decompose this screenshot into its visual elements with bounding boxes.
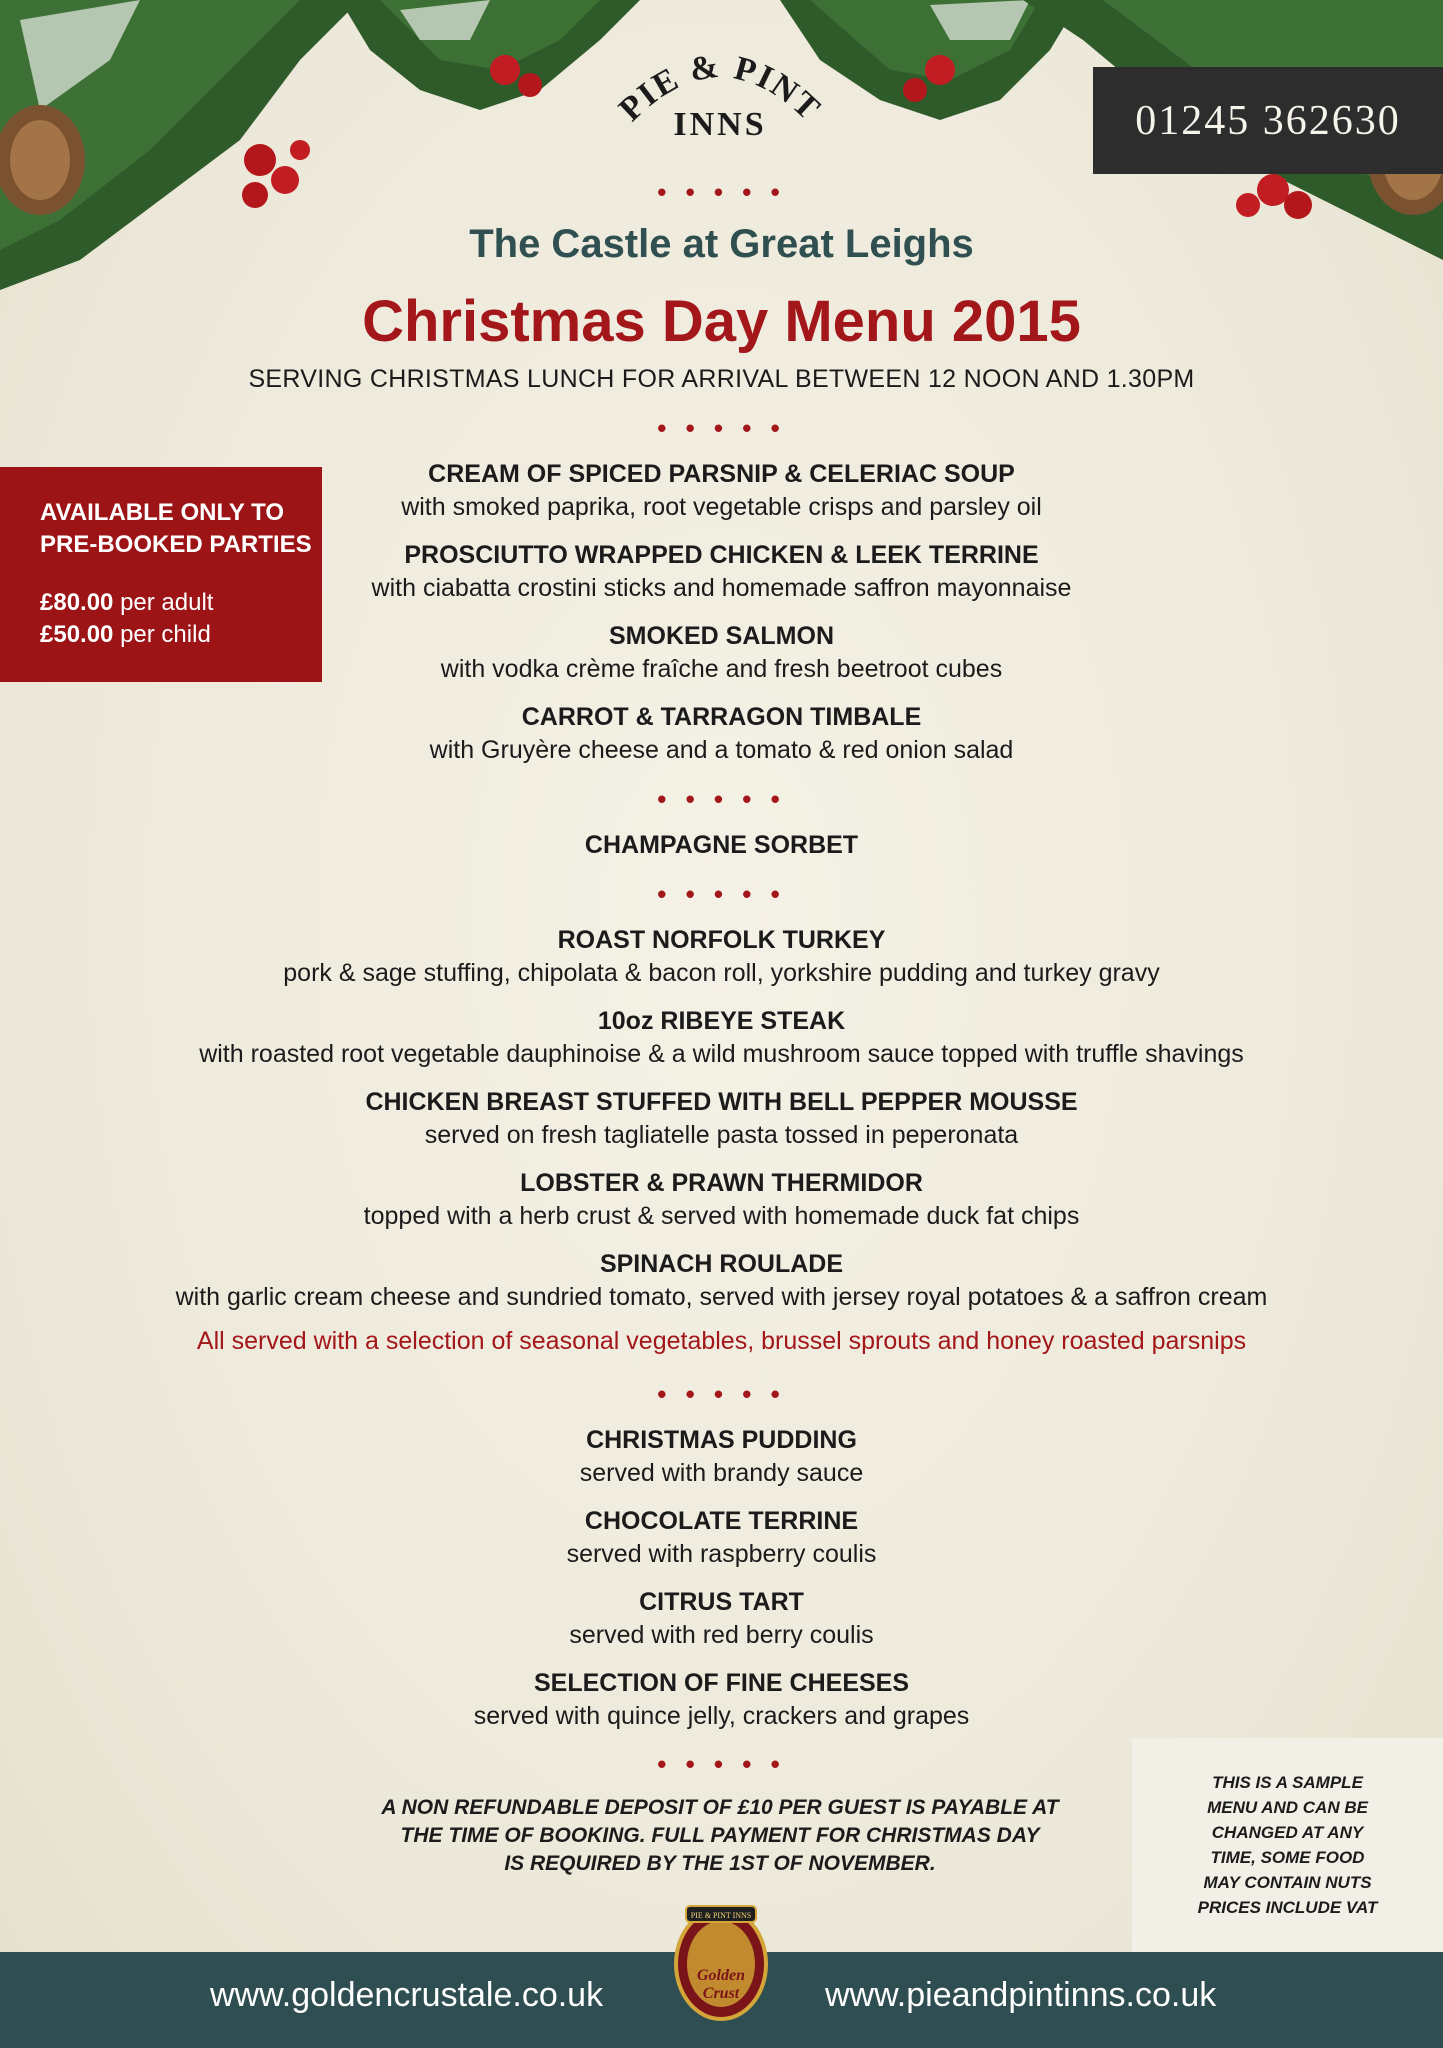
badge-line1: Golden — [697, 1967, 745, 1984]
dish-name: LOBSTER & PRAWN THERMIDOR — [520, 1169, 923, 1197]
divider-dots: • • • • • — [657, 1749, 786, 1779]
deposit-line: A NON REFUNDABLE DEPOSIT OF £10 PER GUEST IS PAYABLE AT — [381, 1796, 1059, 1819]
menu-item — [0, 1086, 1443, 1152]
deposit-note — [340, 1794, 1100, 1878]
menu-item — [0, 1424, 1443, 1490]
dish-name: SPINACH ROULADE — [599, 1250, 844, 1278]
deposit-line: THE TIME OF BOOKING. FULL PAYMENT FOR CHRISTMAS DAY — [400, 1824, 1040, 1847]
dish-name: CREAM OF SPICED PARSNIP & CELERIAC SOUP — [428, 460, 1015, 488]
menu-item — [0, 1167, 1443, 1233]
menu-item — [0, 1667, 1443, 1733]
dish-description: with Gruyère cheese and a tomato & red onion salad — [429, 736, 1014, 764]
adult-price-value: £80.00 — [40, 589, 114, 616]
menu-item — [0, 1248, 1443, 1314]
dish-description: with smoked paprika, root vegetable crisps and parsley oil — [401, 493, 1042, 521]
dish-name: CHOCOLATE TERRINE — [584, 1507, 859, 1535]
phone-number[interactable]: 01245 362630 — [1093, 67, 1443, 174]
dish-name: 10oz RIBEYE STEAK — [597, 1007, 846, 1035]
menu-item — [0, 1586, 1443, 1652]
dish-name: CITRUS TART — [639, 1588, 804, 1616]
divider-dots: • • • • • — [657, 879, 786, 909]
dish-name: SMOKED SALMON — [609, 622, 834, 650]
dish-description: served with red berry coulis — [569, 1621, 874, 1649]
sample-note-line: TIME, SOME FOOD — [1210, 1848, 1365, 1867]
availability-line: PRE-BOOKED PARTIES — [40, 531, 312, 558]
dish-name: CARROT & TARRAGON TIMBALE — [521, 703, 922, 731]
dish-description: served with brandy sauce — [579, 1459, 864, 1487]
pie-and-pint-inns-logo — [610, 30, 830, 160]
dish-description: with ciabatta crostini sticks and homemade saffron mayonnaise — [371, 574, 1072, 602]
menu-item — [0, 829, 1443, 861]
divider-dots: • • • • • — [657, 177, 786, 207]
golden-crust-website-link[interactable]: www.goldencrustale.co.uk — [210, 1976, 604, 2014]
divider-dots: • • • • • — [657, 784, 786, 814]
menu-item — [0, 701, 1443, 767]
dish-name: CHAMPAGNE SORBET — [584, 831, 859, 859]
page-title: Christmas Day Menu 2015 — [362, 289, 1081, 354]
dish-name: ROAST NORFOLK TURKEY — [557, 926, 886, 954]
divider-dots: • • • • • — [657, 1379, 786, 1409]
deposit-line: IS REQUIRED BY THE 1ST OF NOVEMBER. — [504, 1852, 936, 1875]
child-price-value: £50.00 — [40, 621, 114, 648]
adult-price-label: per adult — [120, 589, 214, 616]
dish-description: served with quince jelly, crackers and grapes — [473, 1702, 970, 1730]
golden-crust-badge-logo — [672, 1902, 770, 2022]
sample-note-line: MAY CONTAIN NUTS — [1203, 1873, 1372, 1892]
dish-description: with vodka crème fraîche and fresh beetroot cubes — [440, 655, 1003, 683]
page-subtitle: SERVING CHRISTMAS LUNCH FOR ARRIVAL BETWEEN 12 NOON AND 1.30PM — [248, 365, 1195, 393]
dish-name: CHRISTMAS PUDDING — [586, 1426, 857, 1454]
dish-description: pork & sage stuffing, chipolata & bacon roll, yorkshire pudding and turkey gravy — [283, 959, 1160, 987]
pie-and-pint-website-link[interactable]: www.pieandpintinns.co.uk — [825, 1976, 1217, 2014]
dish-name: PROSCIUTTO WRAPPED CHICKEN & LEEK TERRINE — [404, 541, 1039, 569]
dish-description: served with raspberry coulis — [566, 1540, 877, 1568]
sample-note-line: PRICES INCLUDE VAT — [1197, 1898, 1378, 1917]
child-price-label: per child — [120, 621, 211, 648]
dish-description: served on fresh tagliatelle pasta tossed in peperonata — [424, 1121, 1019, 1149]
dish-name: SELECTION OF FINE CHEESES — [533, 1669, 910, 1697]
menu-item — [0, 539, 1443, 605]
sample-menu-note — [1132, 1738, 1443, 1952]
dish-description: with garlic cream cheese and sundried tomato, served with jersey royal potatoes & a saffron cream — [175, 1283, 1268, 1311]
sample-note-line: CHANGED AT ANY — [1211, 1823, 1364, 1842]
venue-name: The Castle at Great Leighs — [469, 222, 974, 266]
sample-note-line: MENU AND CAN BE — [1207, 1798, 1368, 1817]
dish-description: with roasted root vegetable dauphinoise & a wild mushroom sauce topped with truffle shavings — [199, 1040, 1244, 1068]
menu-item — [0, 1005, 1443, 1071]
logo-line1: PIE & PINT — [612, 47, 828, 129]
menu-item — [0, 620, 1443, 686]
availability-line: AVAILABLE ONLY TO — [40, 499, 285, 526]
menu-item — [0, 1505, 1443, 1571]
logo-line2: INNS — [673, 106, 767, 143]
menu-item — [0, 924, 1443, 990]
dish-name: CHICKEN BREAST STUFFED WITH BELL PEPPER MOUSSE — [365, 1088, 1078, 1116]
sample-note-line: THIS IS A SAMPLE — [1212, 1773, 1363, 1792]
menu-item — [0, 458, 1443, 524]
divider-dots: • • • • • — [657, 413, 786, 443]
badge-top-text: PIE & PINT INNS — [690, 1911, 752, 1920]
badge-line2: Crust — [702, 1985, 740, 2002]
dish-description: topped with a herb crust & served with homemade duck fat chips — [363, 1202, 1080, 1230]
served-with-note: All served with a selection of seasonal vegetables, brussel sprouts and honey roasted parsnips — [196, 1327, 1247, 1355]
